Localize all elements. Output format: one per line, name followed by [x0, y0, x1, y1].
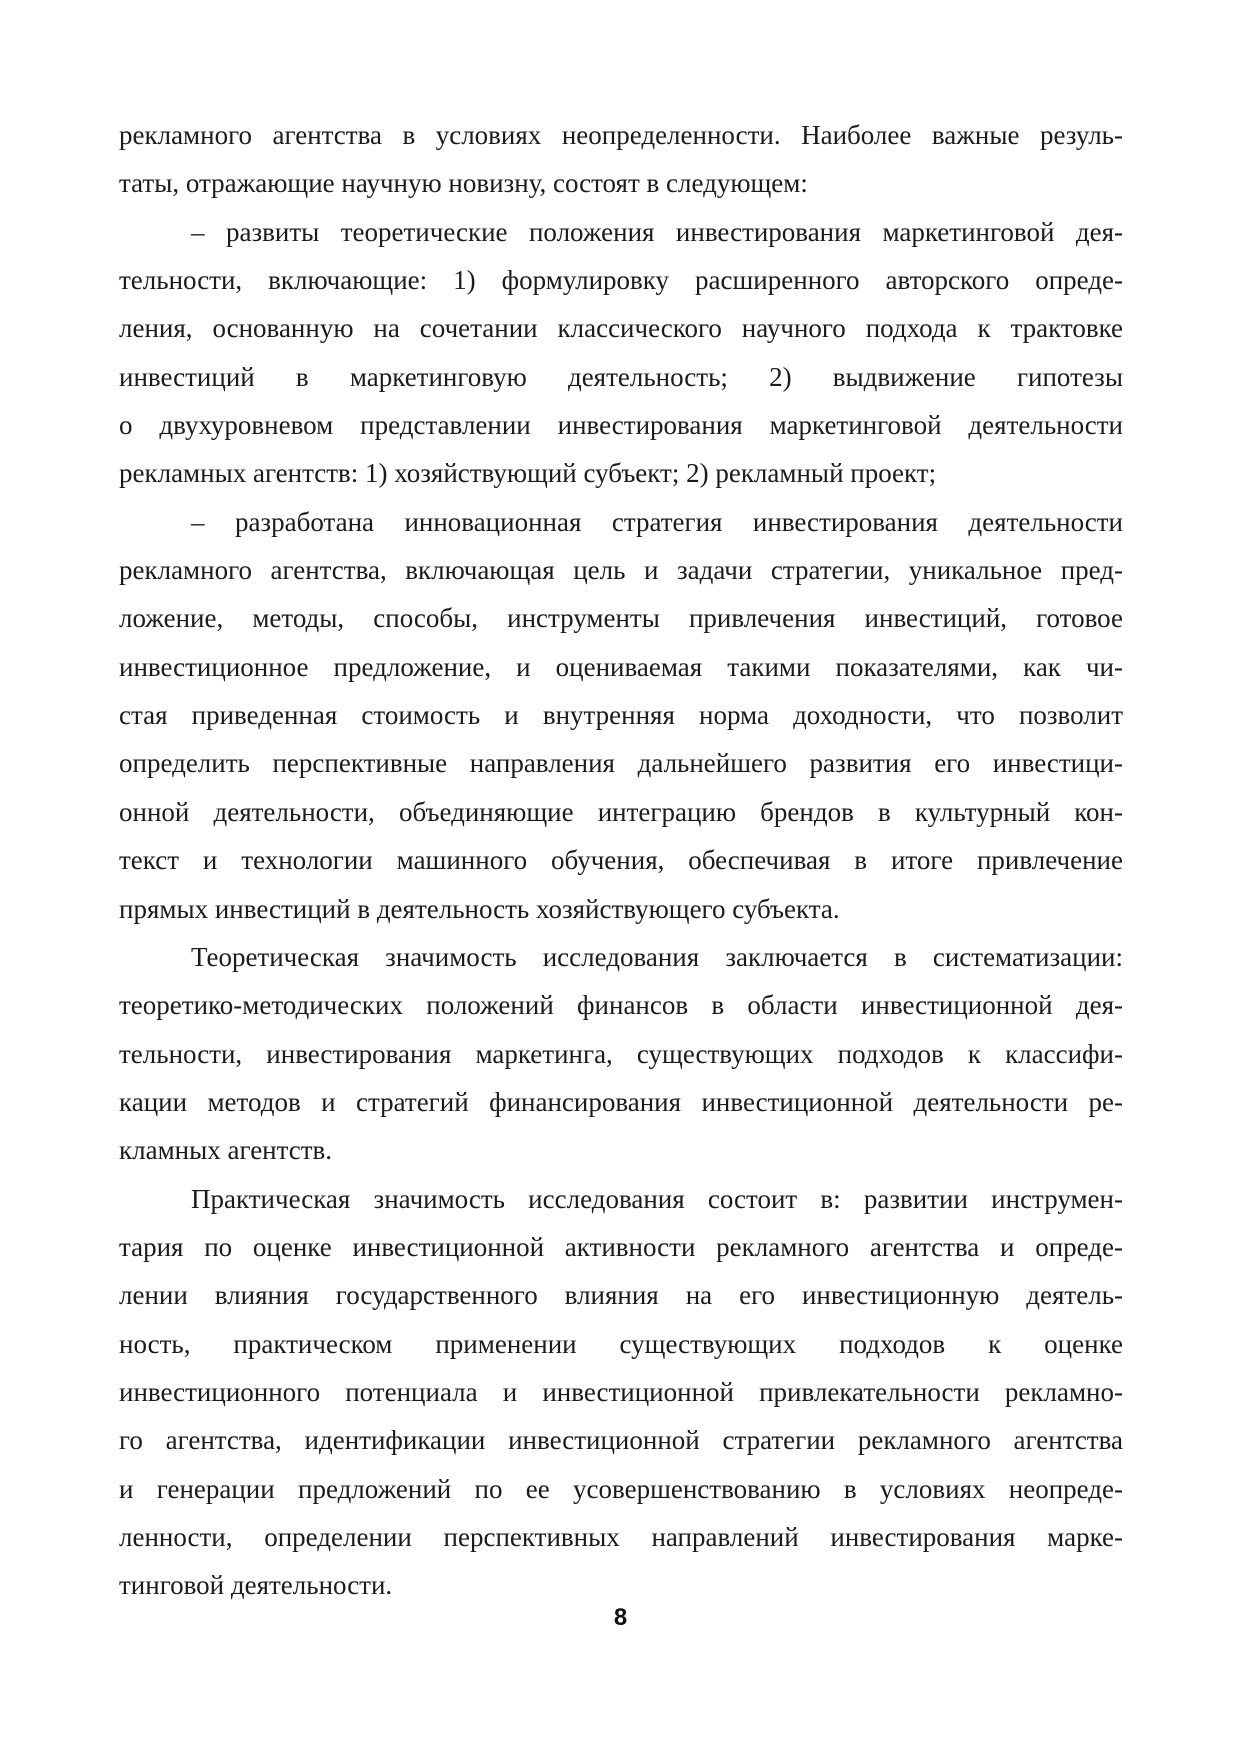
text-line: тельности, включающие: 1) формулировку расширенного авторского опреде- [119, 265, 1123, 296]
text-line: ность, практическом применении существующих подходов к оценке [119, 1328, 1123, 1359]
text-line: и генерации предложений по ее усовершенствованию в условиях неопреде- [119, 1473, 1123, 1504]
text-line: тария по оценке инвестиционной активности рекламного агентства и опреде- [119, 1231, 1123, 1262]
text-line: тельности, инвестирования маркетинга, существующих подходов к классифи- [119, 1038, 1123, 1069]
text-line: ления, основанную на сочетании классического научного подхода к трактовке [119, 313, 1123, 344]
text-line: – развиты теоретические положения инвестирования маркетинговой дея- [191, 216, 1123, 247]
text-line: Теоретическая значимость исследования заключается в систематизации: [191, 941, 1123, 972]
text-line: теоретико-методических положений финансов в области инвестиционной дея- [119, 990, 1123, 1021]
text-line: ложение, методы, способы, инструменты привлечения инвестиций, готовое [119, 603, 1123, 634]
text-line: кации методов и стратегий финансирования инвестиционной деятельности ре- [119, 1086, 1123, 1117]
text-line: инвестиционное предложение, и оцениваемая такими показателями, как чи- [119, 651, 1123, 682]
text-line: о двухуровневом представлении инвестирования маркетинговой деятельности [119, 410, 1123, 441]
text-line: ленности, определении перспективных направлений инвестирования марке- [119, 1521, 1123, 1552]
text-line: стая приведенная стоимость и внутренняя норма доходности, что позволит [119, 700, 1123, 731]
text-line: рекламных агентств: 1) хозяйствующий субъект; 2) рекламный проект; [119, 458, 937, 489]
text-line: онной деятельности, объединяющие интеграцию брендов в культурный кон- [119, 796, 1123, 827]
text-line: рекламного агентства в условиях неопределенности. Наиболее важные резуль- [119, 120, 1123, 150]
page-number: 8 [613, 1604, 628, 1631]
text-line: рекламного агентства, включающая цель и задачи стратегии, уникальное пред- [119, 555, 1123, 586]
text-line: инвестиционного потенциала и инвестиционной привлекательности рекламно- [119, 1376, 1123, 1407]
text-line: кламных агентств. [119, 1135, 333, 1166]
body-text [119, 111, 1123, 1610]
text-line: – разработана инновационная стратегия инвестирования деятельности [191, 506, 1123, 537]
text-line: текст и технологии машинного обучения, обеспечивая в итоге привлечение [119, 845, 1123, 876]
text-line: го агентства, идентификации инвестиционной стратегии рекламного агентства [119, 1425, 1123, 1456]
text-line: лении влияния государственного влияния на его инвестиционную деятель- [119, 1280, 1123, 1311]
text-line: тинговой деятельности. [119, 1570, 393, 1601]
text-line: определить перспективные направления дальнейшего развития его инвестици- [119, 748, 1123, 779]
text-line: инвестиций в маркетинговую деятельность; 2) выдвижение гипотезы [119, 361, 1123, 392]
text-line: таты, отражающие научную новизну, состоят в следующем: [119, 168, 808, 199]
text-line: Практическая значимость исследования состоит в: развитии инструмен- [191, 1183, 1123, 1214]
text-line: прямых инвестиций в деятельность хозяйствующего субъекта. [119, 893, 840, 924]
